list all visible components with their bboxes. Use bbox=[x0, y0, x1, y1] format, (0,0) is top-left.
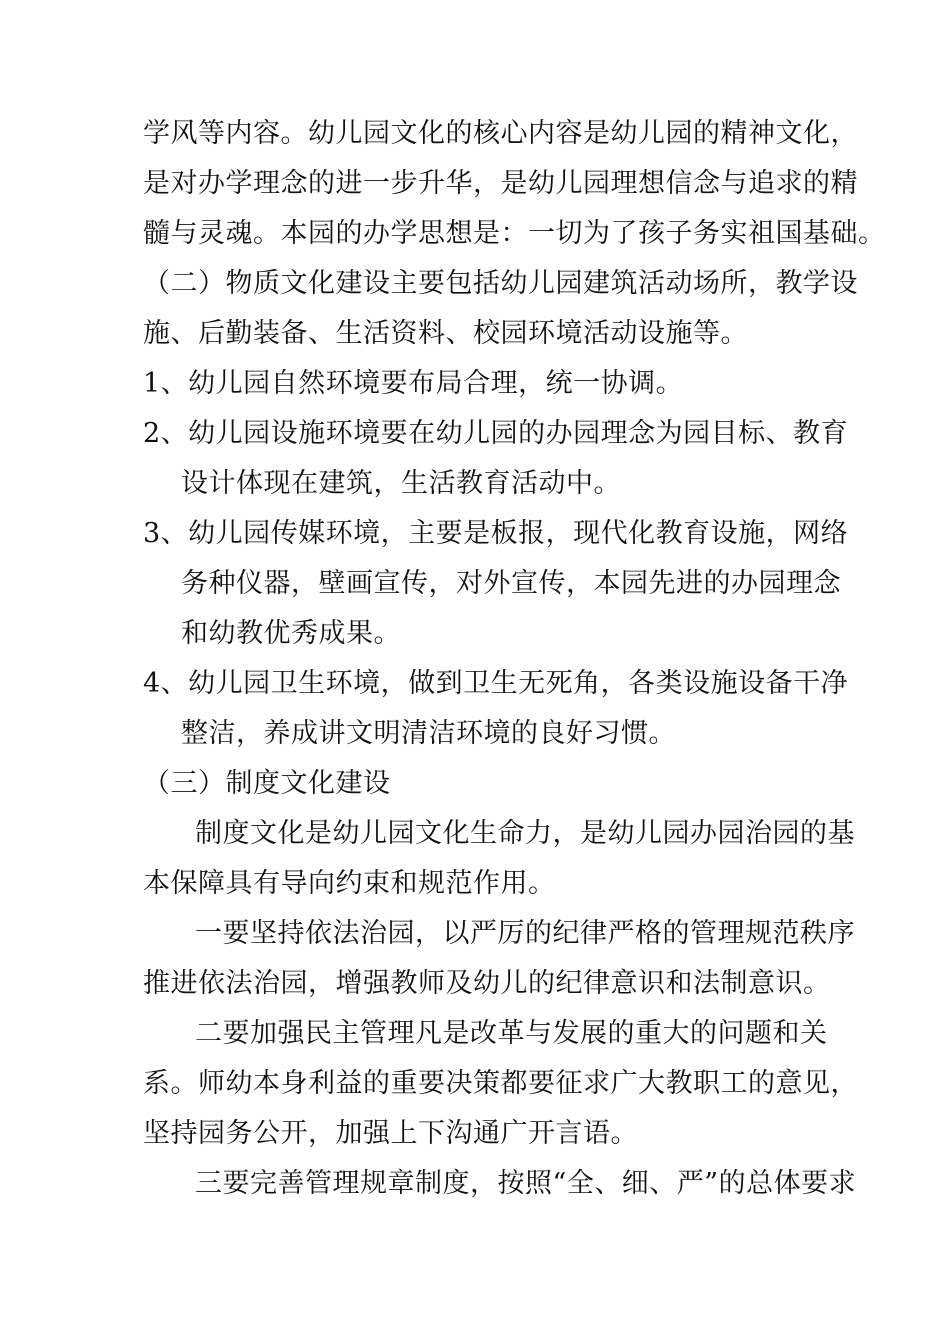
text-line-12: 4、幼儿园卫生环境，做到卫生无死角，各类设施设备干净 bbox=[143, 668, 849, 699]
text-line-6: 1、幼儿园自然环境要布局合理，统一协调。 bbox=[143, 368, 684, 399]
text-line-10: 务种仪器，壁画宣传，对外宣传，本园先进的办园理念 bbox=[181, 568, 841, 599]
text-line-4: （二）物质文化建设主要包括幼儿园建筑活动场所，教学设 bbox=[143, 268, 858, 299]
text-line-19: 二要加强民主管理凡是改革与发展的重大的问题和关 bbox=[195, 1018, 828, 1049]
text-line-16: 本保障具有导向约束和规范作用。 bbox=[143, 868, 556, 899]
text-line-21: 坚持园务公开，加强上下沟通广开言语。 bbox=[143, 1118, 638, 1149]
text-line-9: 3、幼儿园传媒环境，主要是板报，现代化教育设施，网络 bbox=[143, 518, 849, 549]
text-line-22: 三要完善管理规章制度，按照“全、细、严”的总体要求 bbox=[195, 1168, 857, 1199]
text-line-7: 2、幼儿园设施环境要在幼儿园的办园理念为园目标、教育 bbox=[143, 418, 849, 449]
text-line-14: （三）制度文化建设 bbox=[143, 768, 391, 799]
text-line-11: 和幼教优秀成果。 bbox=[181, 618, 401, 649]
text-line-13: 整洁，养成讲文明清洁环境的良好习惯。 bbox=[181, 718, 676, 749]
text-line-5: 施、后勤装备、生活资料、校园环境活动设施等。 bbox=[143, 318, 748, 349]
text-line-18: 推进依法治园，增强教师及幼儿的纪律意识和法制意识。 bbox=[143, 968, 831, 999]
text-line-3: 髓与灵魂。本园的办学思想是：一切为了孩子务实祖国基础。 bbox=[143, 218, 886, 249]
text-line-8: 设计体现在建筑，生活教育活动中。 bbox=[181, 468, 621, 499]
text-line-17: 一要坚持依法治园，以严厉的纪律严格的管理规范秩序 bbox=[195, 918, 855, 949]
text-line-2: 是对办学理念的进一步升华，是幼儿园理想信念与追求的精 bbox=[143, 168, 858, 199]
text-line-20: 系。师幼本身利益的重要决策都要征求广大教职工的意见， bbox=[143, 1068, 858, 1099]
text-line-15: 制度文化是幼儿园文化生命力，是幼儿园办园治园的基 bbox=[195, 818, 855, 849]
text-line-1: 学风等内容。幼儿园文化的核心内容是幼儿园的精神文化， bbox=[143, 118, 858, 149]
